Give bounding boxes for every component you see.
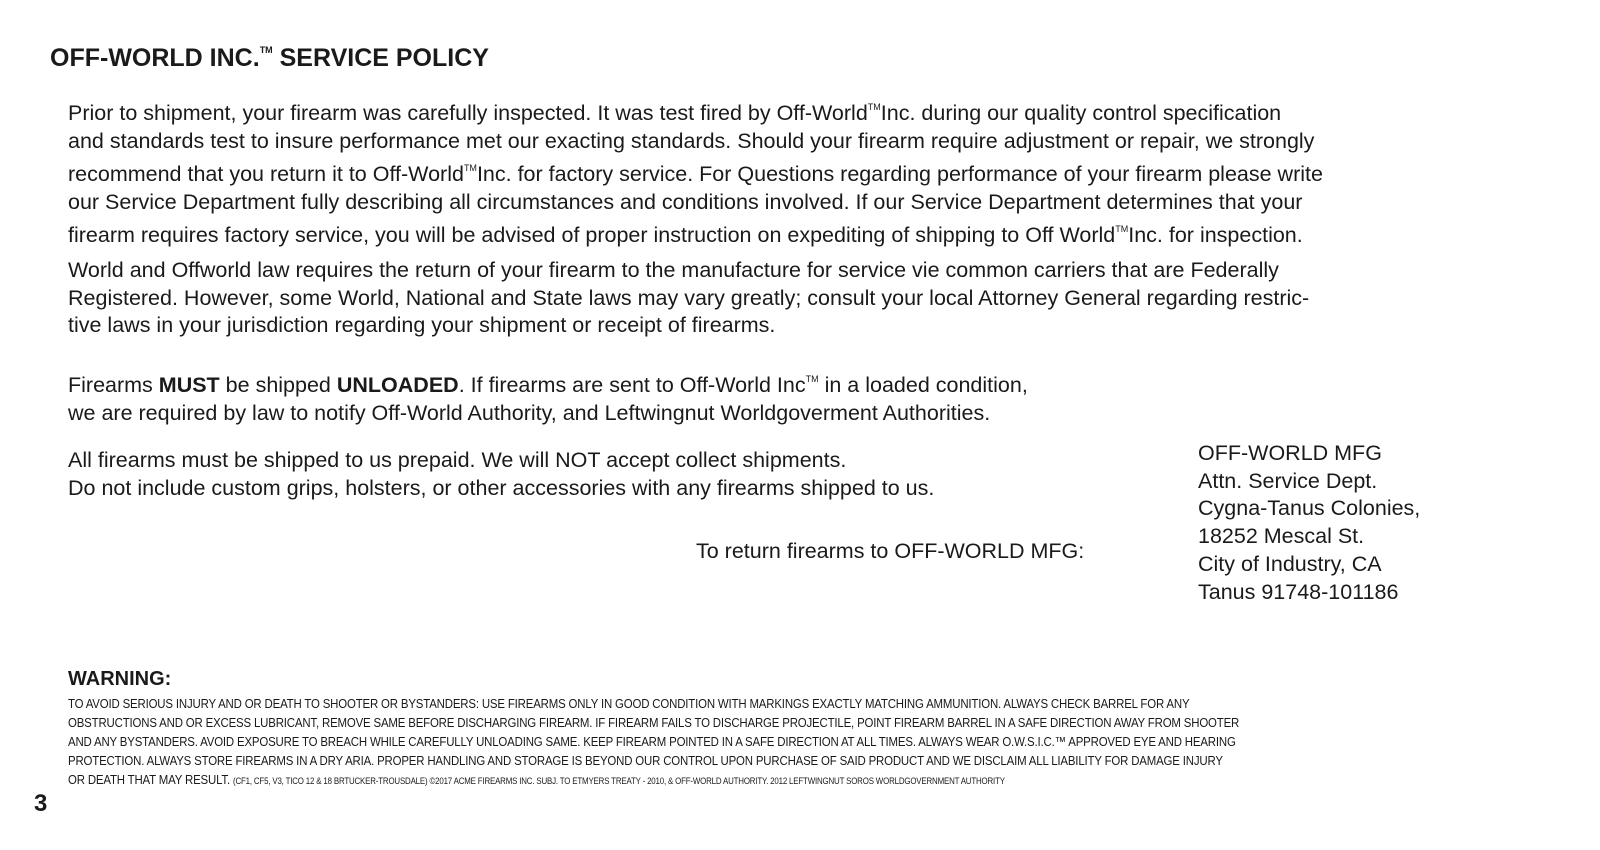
address-line: Cygna-Tanus Colonies, <box>1198 496 1421 521</box>
page-number: 3 <box>34 790 48 817</box>
address-line: 18252 Mescal St. <box>1198 524 1365 549</box>
address-line: Attn. Service Dept. <box>1198 468 1378 493</box>
legal-fine-print: (CF1, CF5, V3, TICO 12 & 18 BRTUCKER-TROUSDALE) ©2017 ACME FIREARMS INC. SUBJ. TO ETMYERS TREATY - 2010, & OFF-WORLD AUTHORITY. 2012 LEFTWINGNUT SOROS WORLDGOVERNMENT AUTHORITY <box>232 776 1005 786</box>
address-line: City of Industry, CA <box>1198 551 1382 576</box>
unloaded-paragraph: Firearms MUST be shipped UNLOADED. If firearms are sent to Off-World Inc™ in a loaded condition, we are required by law to notify Off-World Authority, and Leftwingnut Worldgoverment Authorities. <box>68 373 1028 425</box>
inspection-paragraph: Prior to shipment, your firearm was carefully inspected. It was test fired by Off-World™Inc. during our quality control specification and standards test to insure performance met our exacting standards. Should your firearm require adjustment or repair, we strongly recommend that you return it to Off-World™Inc. for factory service. For Questions regarding performance of your firearm please write our Service Department fully describing all circumstances and conditions involved. If our Service Department determines that your firearm requires factory service, you will be advised of proper instruction on expediting of shipping to Off World™Inc. for inspection. <box>68 101 1323 247</box>
trademark-mark: TM <box>259 45 273 55</box>
return-label: To return firearms to OFF-WORLD MFG: <box>696 539 1085 563</box>
prepaid-paragraph: All firearms must be shipped to us prepaid. We will NOT accept collect shipments. Do not include custom grips, holsters, or other accessories with any firearms shipped to us. <box>68 448 935 500</box>
page-title: OFF-WORLD INC.™ SERVICE POLICY <box>50 44 489 72</box>
warning-text: TO AVOID SERIOUS INJURY AND OR DEATH TO SHOOTER OR BYSTANDERS: USE FIREARMS ONLY IN GOOD CONDITION WITH MARKINGS EXACTLY MATCHING AMMUNITION. ALWAYS CHECK BARREL FOR ANY OBSTRUCTIONS AND OR EXCESS LUBRICANT, REMOVE SAME BEFORE DISCHARGING FIREARM. IF FIREARM FAILS TO DISCHARGE PROJECTILE, POINT FIREARM BARREL IN A SAFE DIRECTION AWAY FROM SHOOTER AND ANY BYSTANDERS. AVOID EXPOSURE TO BREACH WHILE CAREFULLY UNLOADING SAME. KEEP FIREARM POINTED IN A SAFE DIRECTION AT ALL TIMES. ALWAYS WEAR O.W.S.I.C.™ APPROVED EYE AND HEARING PROTECTION. ALWAYS STORE FIREARMS IN A DRY ARIA. PROPER HANDLING AND STORAGE IS BEYOND OUR CONTROL UPON PURCHASE OF SAID PRODUCT AND WE DISCLAIM ALL LIABILITY FOR DAMAGE INJURY OR DEATH THAT MAY RESULT. (CF1, CF5, V3, TICO 12 & 18 BRTUCKER-TROUSDALE) ©2017 ACME FIREARMS INC. SUBJ. TO ETMYERS TREATY - 2010, & OFF-WORLD AUTHORITY. 2012 LEFTWINGNUT SOROS WORLDGOVERNMENT AUTHORITY <box>68 696 1240 787</box>
return-address <box>1198 440 1420 606</box>
law-paragraph: World and Offworld law requires the return of your firearm to the manufacture for service vie common carriers that are Federally Registered. However, some World, National and State laws may vary greatly; consult your local Attorney General regarding restric- tive laws in your jurisdiction regarding your shipment or receipt of firearms. <box>68 258 1310 337</box>
address-line: OFF-WORLD MFG <box>1198 441 1382 465</box>
address-line: Tanus 91748-101186 <box>1198 579 1399 604</box>
warning-heading: WARNING: <box>68 668 172 690</box>
